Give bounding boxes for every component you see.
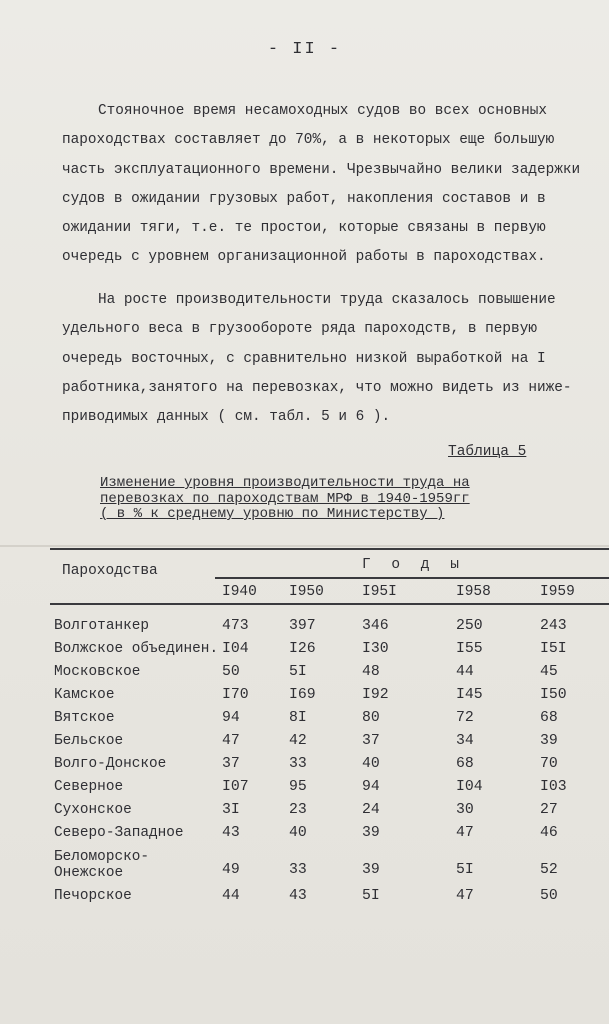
year-header: I958 <box>456 584 491 600</box>
table-cell: 3I <box>222 802 240 818</box>
year-header: I940 <box>222 584 257 600</box>
table-cell: 47 <box>456 888 474 904</box>
table-cell: 80 <box>362 710 380 726</box>
text-line: На росте производительности труда сказалось повышение <box>98 292 556 308</box>
paragraph-2 <box>62 286 602 432</box>
table-cell: 243 <box>540 618 567 634</box>
text-line: Стояночное время несамоходных судов во всех основных <box>98 103 548 119</box>
year-header: I95I <box>362 584 397 600</box>
table-cell: 250 <box>456 618 483 634</box>
table-title-line: перевозках по пароходствам МРФ в 1940-1959гг <box>100 490 470 507</box>
table-cell: 68 <box>540 710 558 726</box>
table-cell: 42 <box>289 733 307 749</box>
table-cell: 50 <box>222 664 240 680</box>
header-years-group: Г о д ы <box>362 557 465 573</box>
table-header-rule <box>50 603 609 605</box>
table-cell: 50 <box>540 888 558 904</box>
table-cell: 5I <box>362 888 380 904</box>
text-line: пароходствах составляет до 70%, а в некоторых еще большую <box>62 132 555 149</box>
table-cell: 23 <box>289 802 307 818</box>
table-cell: 33 <box>289 862 307 878</box>
row-label: Волго-Донское <box>54 756 167 772</box>
row-label: Волготанкер <box>54 618 149 634</box>
table-cell: I69 <box>289 687 316 703</box>
table-cell: 72 <box>456 710 474 726</box>
text-line: приводимых данных ( см. табл. 5 и 6 ). <box>62 409 391 426</box>
table-cell: 47 <box>456 825 474 841</box>
table-cell: 5I <box>456 862 474 878</box>
table-cell: 52 <box>540 862 558 878</box>
paper-fold-line <box>0 545 609 547</box>
table-cell: 397 <box>289 618 316 634</box>
row-label: Беломорско- <box>54 849 149 865</box>
table-cell: 43 <box>289 888 307 904</box>
table-cell: 27 <box>540 802 558 818</box>
row-label: Камское <box>54 687 115 703</box>
table-title-line: ( в % к среднему уровню по Министерству ) <box>100 506 445 522</box>
table-cell: I92 <box>362 687 389 703</box>
table-cell: 68 <box>456 756 474 772</box>
row-label: Печорское <box>54 888 132 904</box>
table-cell: 37 <box>222 756 240 772</box>
table-label: Таблица 5 <box>448 444 527 460</box>
table-cell: 70 <box>540 756 558 772</box>
table-cell: I04 <box>456 779 483 795</box>
table-cell: 8I <box>289 710 307 726</box>
text-line: работника,занятого на перевозках, что можно видеть из ниже- <box>62 379 572 396</box>
table-cell: 24 <box>362 802 380 818</box>
table-cell: I07 <box>222 779 249 795</box>
table-cell: 473 <box>222 618 249 634</box>
table-cell: I50 <box>540 687 567 703</box>
table-cell: 33 <box>289 756 307 772</box>
table-cell: I26 <box>289 641 316 657</box>
row-label: Сухонское <box>54 802 132 818</box>
table-cell: 37 <box>362 733 380 749</box>
text-line: удельного веса в грузообороте ряда пароходств, в первую <box>62 321 537 338</box>
table-cell: 30 <box>456 802 474 818</box>
row-label: Вятское <box>54 710 115 726</box>
header-left: Пароходства <box>62 563 158 579</box>
table-cell: 40 <box>289 825 307 841</box>
paragraph-1 <box>62 97 602 273</box>
year-header: I959 <box>540 584 575 600</box>
page-number: - II - <box>267 40 342 59</box>
table-cell: 94 <box>222 710 240 726</box>
year-header: I950 <box>289 584 324 600</box>
table-cell: 44 <box>456 664 474 680</box>
table-cell: I45 <box>456 687 483 703</box>
table-cell: 47 <box>222 733 240 749</box>
table-cell: I04 <box>222 641 249 657</box>
table-years-rule <box>215 577 609 579</box>
table-cell: 49 <box>222 862 240 878</box>
table-cell: 94 <box>362 779 380 795</box>
table-cell: 39 <box>540 733 558 749</box>
table-title <box>100 476 470 523</box>
text-line: часть эксплуатационного времени. Чрезвычайно велики задержки <box>62 161 581 178</box>
text-line: очередь с уровнем организационной работы в пароходствах. <box>62 249 546 266</box>
table-title-line: Изменение уровня производительности труда на <box>100 475 470 491</box>
text-line: судов в ожидании грузовых работ, накопления составов и в <box>62 190 546 207</box>
table-cell: 46 <box>540 825 558 841</box>
table-cell: 44 <box>222 888 240 904</box>
row-label: Московское <box>54 664 141 680</box>
row-label: Онежское <box>54 865 124 881</box>
table-cell: 95 <box>289 779 307 795</box>
table-cell: 48 <box>362 664 380 680</box>
table-cell: 39 <box>362 862 380 878</box>
table-cell: I5I <box>540 641 567 657</box>
row-label: Северное <box>54 779 124 795</box>
table-cell: 346 <box>362 618 389 634</box>
table-cell: I70 <box>222 687 249 703</box>
row-label: Северо-Западное <box>54 825 184 841</box>
table-cell: 5I <box>289 664 307 680</box>
table-cell: 43 <box>222 825 240 841</box>
table-cell: I55 <box>456 641 483 657</box>
table-top-rule <box>50 548 609 550</box>
row-label: Волжское объединен. <box>54 641 219 657</box>
table-cell: 39 <box>362 825 380 841</box>
table-cell: 40 <box>362 756 380 772</box>
table-cell: I30 <box>362 641 389 657</box>
table-cell: 45 <box>540 664 558 680</box>
table-cell: 34 <box>456 733 474 749</box>
text-line: очередь восточных, с сравнительно низкой выработкой на I <box>62 350 546 367</box>
row-label: Бельское <box>54 733 124 749</box>
table-cell: I03 <box>540 779 567 795</box>
text-line: ожидании тяги, т.е. те простои, которые связаны в первую <box>62 220 546 237</box>
